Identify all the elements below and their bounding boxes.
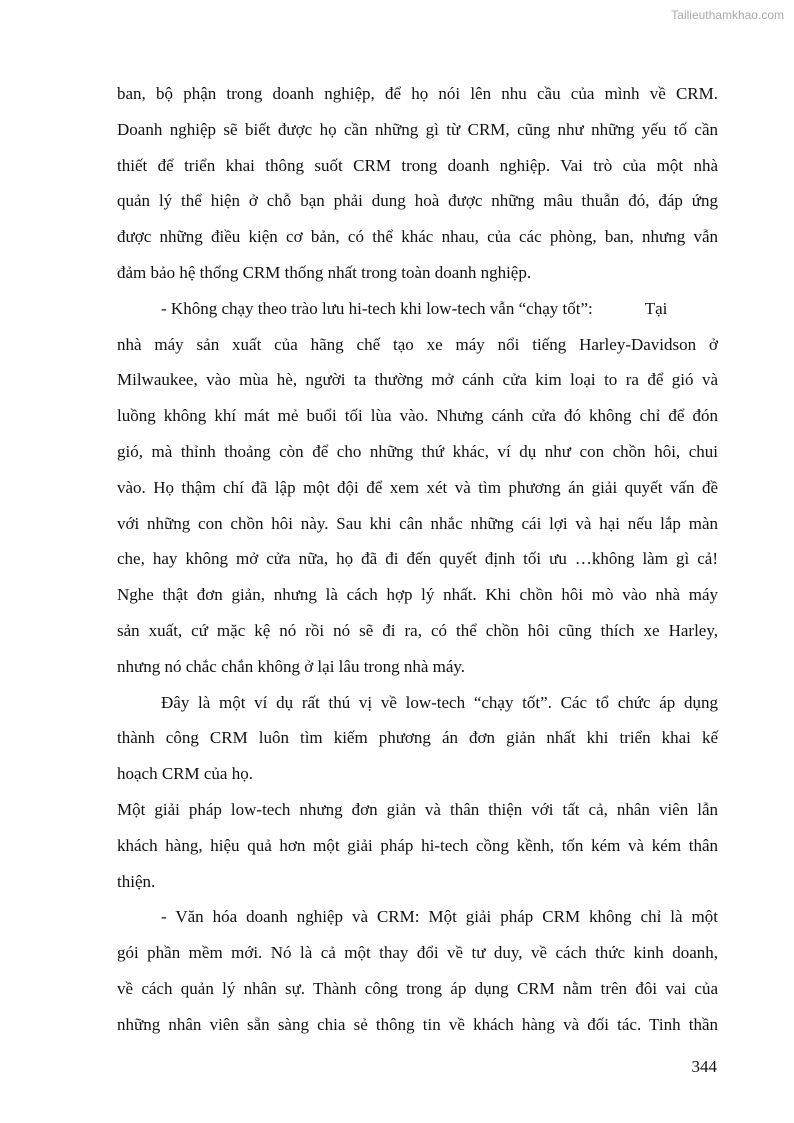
page-number: 344	[691, 1057, 717, 1076]
text-line: thiện.	[117, 871, 156, 891]
text-line: được những điều kiện cơ bản, có thể khác nhau, của các phòng, ban, nhưng vẫn	[117, 227, 718, 247]
heading-continuation: Tại	[644, 298, 668, 318]
text-line: đảm bảo hệ thống CRM thống nhất trong toàn doanh nghiệp.	[117, 262, 532, 282]
text-line: gói phần mềm mới. Nó là cả một thay đổi về tư duy, về cách thức kinh doanh,	[117, 943, 718, 963]
text-line: Milwaukee, vào mùa hè, người ta thường mở cánh cửa kim loại to ra để gió và	[117, 370, 718, 390]
heading-text: - Không chạy theo trào lưu hi-tech khi low-tech vẫn “chạy tốt”:	[161, 298, 593, 318]
watermark: Tailieuthamkhao.com	[671, 8, 784, 22]
text-line: Một giải pháp low-tech nhưng đơn giản và thân thiện với tất cả, nhân viên lẫn	[117, 799, 718, 819]
text-line: khách hàng, hiệu quả hơn một giải pháp hi-tech cồng kềnh, tốn kém và kém thân	[117, 835, 718, 855]
text-line: Đây là một ví dụ rất thú vị về low-tech “chạy tốt”. Các tổ chức áp dụng	[161, 692, 718, 712]
text-line: Doanh nghiệp sẽ biết được họ cần những gì từ CRM, cũng như những yếu tố cần	[117, 119, 718, 139]
text-line: gió, mà thỉnh thoảng còn để cho những thứ khác, ví dụ như con chồn hôi, chui	[117, 441, 718, 461]
text-line: Nghe thật đơn giản, nhưng là cách hợp lý nhất. Khi chồn hôi mò vào nhà máy	[117, 585, 718, 605]
text-line: về cách quản lý nhân sự. Thành công trong áp dụng CRM nằm trên đôi vai của	[117, 978, 718, 998]
text-line: thành công CRM luôn tìm kiếm phương án đơn giản nhất khi triển khai kế	[117, 728, 718, 748]
document-body	[117, 76, 718, 1043]
text-line: che, hay không mở cửa nữa, họ đã đi đến quyết định tối ưu …không làm gì cả!	[117, 549, 718, 569]
text-line: - Văn hóa doanh nghiệp và CRM: Một giải pháp CRM không chỉ là một	[161, 907, 718, 927]
text-line: vào. Họ thậm chí đã lập một đội để xem xét và tìm phương án giải quyết vấn đề	[117, 477, 718, 497]
text-line: nhà máy sản xuất của hãng chế tạo xe máy nổi tiếng Harley-Davidson ở	[117, 334, 718, 354]
text-line: hoạch CRM của họ.	[117, 764, 253, 784]
text-line: thiết để triển khai thông suốt CRM trong doanh nghiệp. Vai trò của một nhà	[117, 155, 718, 175]
text-line: nhưng nó chắc chắn không ở lại lâu trong nhà máy.	[117, 656, 466, 676]
text-line: ban, bộ phận trong doanh nghiệp, để họ nói lên nhu cầu của mình về CRM.	[117, 84, 718, 103]
text-line: luồng không khí mát mẻ buổi tối lùa vào. Nhưng cánh cửa đó không chỉ để đón	[117, 406, 718, 426]
paragraph-heading-line	[117, 291, 718, 327]
text-line: sản xuất, cứ mặc kệ nó rồi nó sẽ đi ra, có thể chồn hôi cũng thích xe Harley,	[117, 620, 718, 640]
text-line: với những con chồn hôi này. Sau khi cân nhắc những cái lợi và hại nếu lắp màn	[117, 513, 718, 533]
text-line: quản lý thể hiện ở chỗ bạn phải dung hoà được những mâu thuẫn đó, đáp ứng	[117, 191, 718, 211]
text-line: những nhân viên sẵn sàng chia sẻ thông tin về khách hàng và đối tác. Tinh thần	[117, 1014, 718, 1034]
